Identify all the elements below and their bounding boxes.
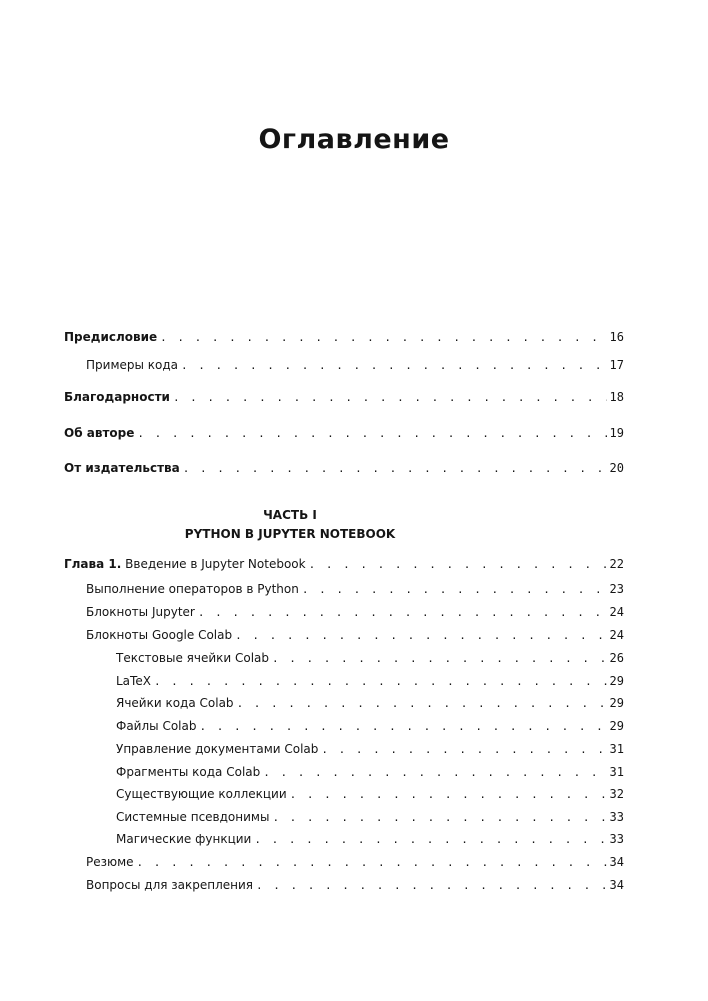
page-title: Оглавление (258, 124, 450, 155)
dot-leader (309, 557, 607, 573)
toc-page-number: 33 (609, 810, 624, 824)
toc-entry[interactable] (116, 650, 624, 667)
dot-leader (254, 832, 606, 848)
toc-page-number: 26 (609, 651, 624, 665)
toc-entry[interactable] (116, 831, 624, 848)
dot-leader (302, 582, 607, 598)
toc-entry[interactable] (116, 786, 624, 803)
toc-entry-label: Об авторе (64, 426, 135, 440)
part-title: PYTHON В JUPYTER NOTEBOOK (184, 527, 396, 541)
toc-entry-label: Предисловие (64, 330, 158, 344)
toc-page-number: 18 (609, 390, 624, 404)
toc-entry-label: LaTeX (116, 674, 151, 688)
toc-entry-label: Примеры кода (86, 358, 179, 372)
dot-leader (321, 742, 606, 758)
toc-page-number: 20 (609, 461, 624, 475)
toc-page-number: 17 (609, 358, 624, 372)
toc-page-number: 24 (609, 628, 624, 642)
toc-page-number: 32 (609, 787, 624, 801)
part-number: ЧАСТЬ I (263, 508, 317, 522)
toc-chapter-1[interactable] (64, 556, 624, 573)
toc-entry-label: Блокноты Jupyter (86, 605, 195, 619)
toc-entry-label: Фрагменты кода Colab (116, 765, 261, 779)
dot-leader (137, 855, 607, 871)
dot-leader (263, 765, 606, 781)
chapter-prefix: Глава 1. (64, 557, 122, 571)
toc-entry-label: Существующие коллекции (116, 787, 287, 801)
dot-leader (160, 330, 606, 346)
toc-entry-preface[interactable] (64, 329, 624, 346)
toc-entry[interactable] (86, 581, 624, 598)
toc-entry[interactable] (86, 854, 624, 871)
dot-leader (198, 605, 607, 621)
dot-leader (154, 674, 607, 690)
toc-entry[interactable] (86, 627, 624, 644)
toc-entry[interactable] (116, 741, 624, 758)
toc-entry-code-examples[interactable] (86, 357, 624, 374)
toc-page-number: 29 (609, 719, 624, 733)
toc-entry[interactable] (86, 604, 624, 621)
dot-leader (256, 878, 607, 894)
dot-leader (290, 787, 607, 803)
toc-page-number: 19 (609, 426, 624, 440)
toc-entry-label: Управление документами Colab (116, 742, 319, 756)
dot-leader (137, 426, 606, 442)
dot-leader (181, 358, 607, 374)
toc-page-number: 29 (609, 696, 624, 710)
toc-page-number: 16 (609, 330, 624, 344)
dot-leader (183, 461, 607, 477)
toc-page-number: 33 (609, 832, 624, 846)
dot-leader (237, 696, 607, 712)
toc-entry-acknowledgments[interactable] (64, 389, 624, 406)
toc-entry-label: Вопросы для закрепления (86, 878, 254, 892)
toc-page-number: 34 (609, 878, 624, 892)
toc-entry[interactable] (116, 764, 624, 781)
toc-entry[interactable] (116, 673, 624, 690)
toc-entry-label: От издательства (64, 461, 180, 475)
toc-entry-label: Благодарности (64, 390, 170, 404)
toc-entry-label: Выполнение операторов в Python (86, 582, 299, 596)
toc-page-number: 22 (609, 557, 624, 571)
toc-entry[interactable] (116, 809, 624, 826)
toc-entry-label: Файлы Colab (116, 719, 197, 733)
toc-entry[interactable] (116, 718, 624, 735)
toc-entry-label (64, 556, 306, 572)
dot-leader (272, 810, 606, 826)
toc-entry-label: Текстовые ячейки Colab (116, 651, 270, 665)
toc-page-number: 31 (609, 765, 624, 779)
toc-page-number: 29 (609, 674, 624, 688)
toc-page-number: 31 (609, 742, 624, 756)
toc-entry-from-publisher[interactable] (64, 460, 624, 477)
chapter-title: Введение в Jupyter Notebook (125, 557, 306, 571)
toc-entry[interactable] (86, 877, 624, 894)
toc-page-number: 24 (609, 605, 624, 619)
dot-leader (173, 390, 607, 406)
toc-entry[interactable] (116, 695, 624, 712)
dot-leader (199, 719, 606, 735)
toc-entry-label: Блокноты Google Colab (86, 628, 233, 642)
toc-entry-label: Системные псевдонимы (116, 810, 270, 824)
toc-entry-label: Магические функции (116, 832, 252, 846)
dot-leader (235, 628, 606, 644)
toc-entry-label: Резюме (86, 855, 134, 869)
toc-entry-label: Ячейки кода Colab (116, 696, 234, 710)
toc-page-number: 23 (609, 582, 624, 596)
toc-page-number: 34 (609, 855, 624, 869)
dot-leader (272, 651, 607, 667)
toc-entry-about-author[interactable] (64, 425, 624, 442)
